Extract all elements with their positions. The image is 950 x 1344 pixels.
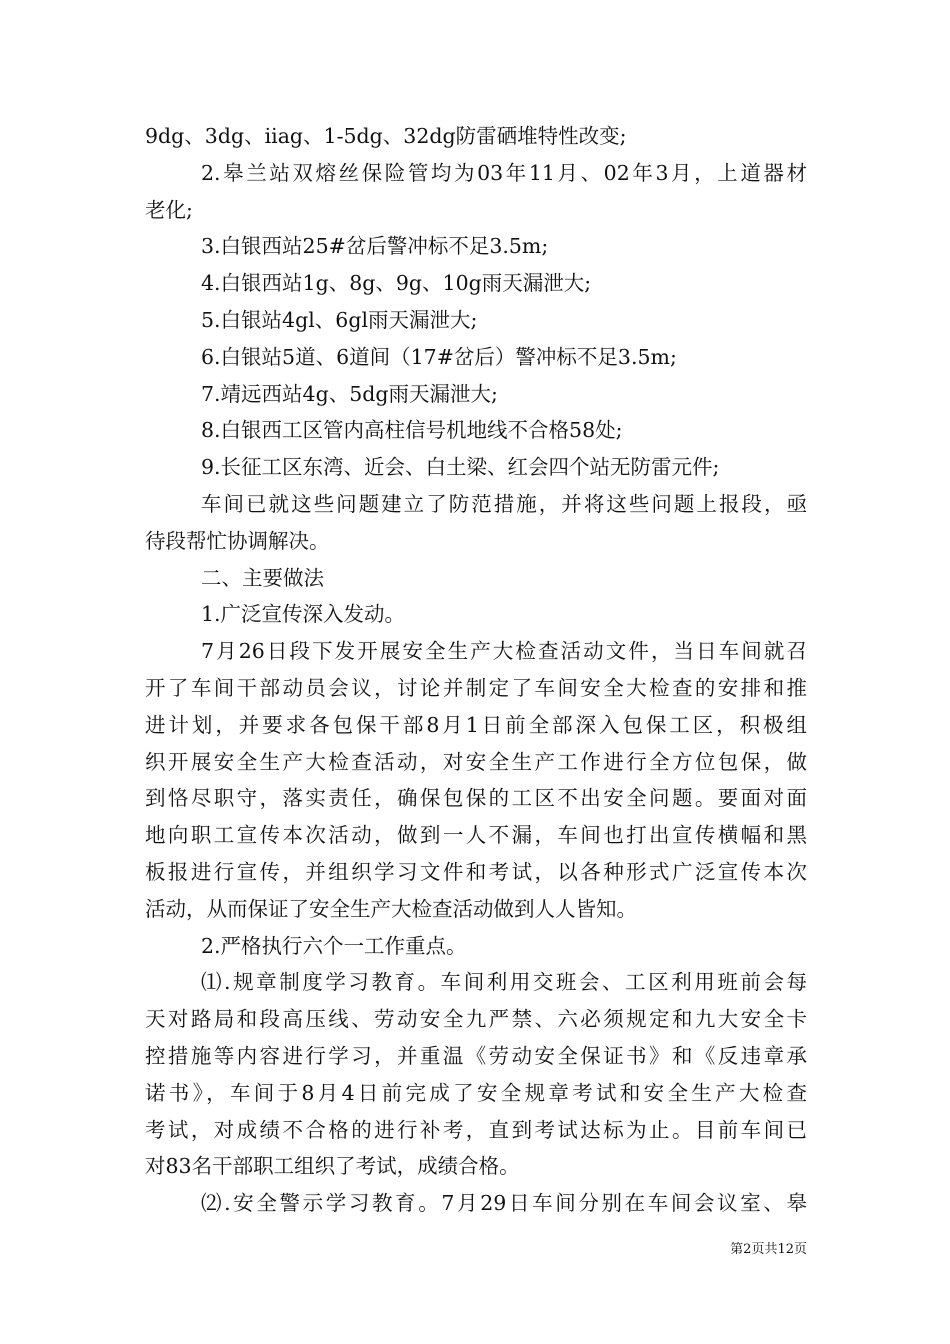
text-line: 7.靖远西站4g、5dg雨天漏泄大; [201, 381, 498, 406]
text-line: 二、主要做法 [201, 565, 324, 590]
text-line: 5.白银站4gl、6gl雨天漏泄大; [201, 307, 478, 332]
text-line: 织开展安全生产大检查活动，对安全生产工作进行全方位包保，做 [145, 749, 807, 774]
text-line: 车间已就这些问题建立了防范措施，并将这些问题上报段，亟 [201, 491, 807, 516]
page-number-footer: 第2页共12页 [730, 1242, 807, 1257]
text-line: ⑴.规章制度学习教育。车间利用交班会、工区利用班前会每 [201, 970, 807, 995]
text-line: 2.严格执行六个一工作重点。 [201, 933, 467, 958]
text-line: 2.皋兰站双熔丝保险管均为03年11月、02年3月，上道器材 [201, 160, 807, 185]
text-line: 到恪尽职守，落实责任，确保包保的工区不出安全问题。要面对面 [145, 786, 807, 811]
text-line: 对83名干部职工组织了考试，成绩合格。 [145, 1154, 520, 1179]
text-line: 天对路局和段高压线、劳动安全九严禁、六必须规定和九大安全卡 [145, 1007, 807, 1032]
text-line: 待段帮忙协调解决。 [145, 528, 330, 553]
text-line: 4.白银西站1g、8g、9g、10g雨天漏泄大; [201, 271, 592, 296]
text-line: ⑵.安全警示学习教育。7月29日车间分别在车间会议室、皋 [201, 1191, 807, 1216]
text-line: 9dg、3dg、iiag、1-5dg、32dg防雷硒堆特性改变; [145, 124, 627, 148]
text-line: 老化; [145, 197, 193, 222]
document-body [145, 118, 807, 1222]
text-line: 9.长征工区东湾、近会、白土梁、红会四个站无防雷元件; [201, 455, 720, 480]
text-line: 活动，从而保证了安全生产大检查活动做到人人皆知。 [145, 896, 637, 921]
text-line: 进计划，并要求各包保干部8月1日前全部深入包保工区，积极组 [145, 712, 807, 737]
text-line: 6.白银站5道、6道间（17#岔后）警冲标不足3.5m; [201, 344, 677, 369]
text-line: 地向职工宣传本次活动，做到一人不漏，车间也打出宣传横幅和黑 [145, 823, 807, 848]
text-line: 控措施等内容进行学习，并重温《劳动安全保证书》和《反违章承 [145, 1043, 807, 1068]
text-line: 考试，对成绩不合格的进行补考，直到考试达标为止。目前车间已 [145, 1117, 807, 1142]
text-line: 1.广泛宣传深入发动。 [201, 602, 406, 627]
text-line: 7月26日段下发开展安全生产大检查活动文件，当日车间就召 [201, 639, 807, 664]
text-line: 开了车间干部动员会议，讨论并制定了车间安全大检查的安排和推 [145, 675, 807, 700]
text-line: 诺书》，车间于8月4日前完成了安全规章考试和安全生产大检查 [145, 1080, 807, 1105]
text-line: 8.白银西工区管内高柱信号机地线不合格58处; [201, 418, 623, 443]
text-line: 板报进行宣传，并组织学习文件和考试，以各种形式广泛宣传本次 [145, 859, 807, 884]
text-line: 3.白银西站25#岔后警冲标不足3.5m; [201, 234, 549, 259]
